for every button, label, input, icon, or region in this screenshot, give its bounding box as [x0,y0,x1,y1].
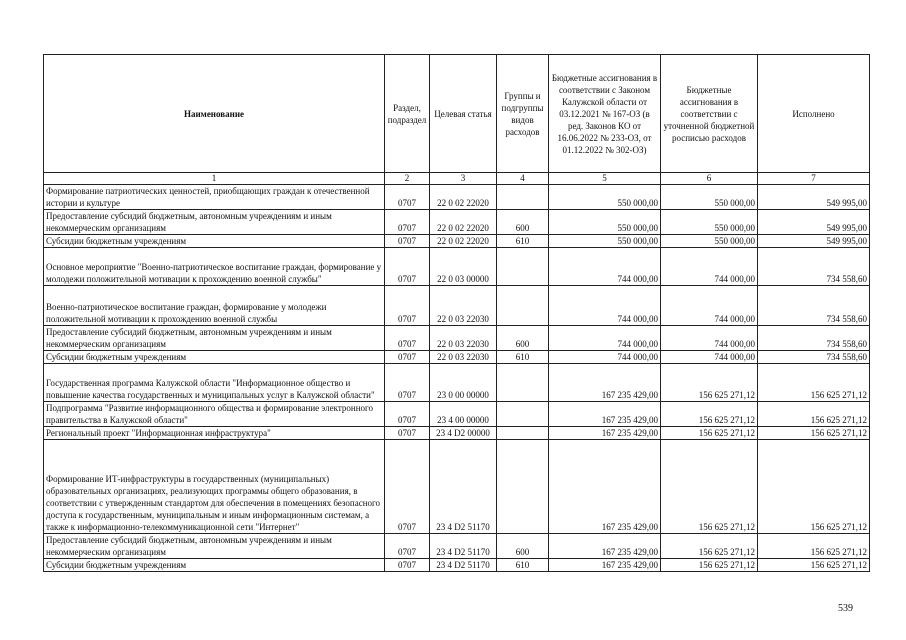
row-name: Субсидии бюджетным учреждениям [44,235,385,248]
row-group [497,440,549,534]
row-name: Субсидии бюджетным учреждениям [44,559,385,572]
row-law-amount: 167 235 429,00 [549,440,661,534]
table-row [44,440,870,534]
row-name: Субсидии бюджетным учреждениям [44,351,385,364]
row-name: Государственная программа Калужской области "Информационное общество и повышение качества государственных и муниципальных услуг в Калужской области" [44,364,385,402]
row-law-amount: 550 000,00 [549,185,661,210]
row-article: 23 4 D2 51170 [430,559,497,572]
row-law-amount: 550 000,00 [549,235,661,248]
row-plan-amount: 156 625 271,12 [661,440,758,534]
row-article: 23 4 D2 51170 [430,534,497,559]
row-group: 600 [497,326,549,351]
page-number: 539 [838,603,853,614]
row-article: 23 4 D2 51170 [430,440,497,534]
row-section: 0707 [385,248,430,286]
row-plan-amount: 156 625 271,12 [661,364,758,402]
header-target-article: Целевая статья [430,55,497,173]
row-group: 610 [497,235,549,248]
column-number: 2 [385,173,430,185]
row-article: 23 0 00 00000 [430,364,497,402]
row-group [497,286,549,326]
column-number: 4 [497,173,549,185]
row-plan-amount: 744 000,00 [661,248,758,286]
row-plan-amount: 156 625 271,12 [661,427,758,440]
table-row [44,286,870,326]
row-group: 600 [497,534,549,559]
column-number: 6 [661,173,758,185]
row-executed-amount: 734 558,60 [758,351,870,364]
row-executed-amount: 549 995,00 [758,185,870,210]
row-law-amount: 167 235 429,00 [549,427,661,440]
row-name: Подпрограмма "Развитие информационного общества и формирование электронного правительства в Калужской области" [44,402,385,427]
header-executed: Исполнено [758,55,870,173]
row-section: 0707 [385,402,430,427]
row-article: 22 0 03 00000 [430,248,497,286]
header-name: Наименование [44,55,385,173]
row-name: Военно-патриотическое воспитание граждан, формирование у молодежи положительной мотивации к прохождению военной службы [44,286,385,326]
row-name: Предоставление субсидий бюджетным, автономным учреждениям и иным некоммерческим организациям [44,326,385,351]
row-executed-amount: 156 625 271,12 [758,427,870,440]
row-section: 0707 [385,351,430,364]
row-section: 0707 [385,210,430,235]
row-section: 0707 [385,534,430,559]
table-row [44,402,870,427]
row-section: 0707 [385,427,430,440]
table-row [44,364,870,402]
row-name: Региональный проект "Информационная инфраструктура" [44,427,385,440]
table-row [44,248,870,286]
row-executed-amount: 549 995,00 [758,235,870,248]
row-group [497,185,549,210]
row-executed-amount: 156 625 271,12 [758,534,870,559]
row-group [497,364,549,402]
header-expense-group: Группы и подгруппы видов расходов [497,55,549,173]
row-group: 610 [497,351,549,364]
row-executed-amount: 734 558,60 [758,248,870,286]
row-plan-amount: 156 625 271,12 [661,402,758,427]
row-law-amount: 744 000,00 [549,286,661,326]
row-name: Формирование патриотических ценностей, приобщающих граждан к отечественной истории и культуре [44,185,385,210]
row-plan-amount: 744 000,00 [661,326,758,351]
header-section: Раздел, подраздел [385,55,430,173]
row-executed-amount: 156 625 271,12 [758,364,870,402]
row-law-amount: 167 235 429,00 [549,402,661,427]
row-article: 22 0 03 22030 [430,351,497,364]
column-number: 5 [549,173,661,185]
row-plan-amount: 550 000,00 [661,235,758,248]
header-law-allocation: Бюджетные ассигнования в соответствии с Законом Калужской области от 03.12.2021 № 167-ОЗ (в ред. Законов КО от 16.06.2022 № 233-ОЗ, от 01.12.2022 № 302-ОЗ) [549,55,661,173]
row-executed-amount: 549 995,00 [758,210,870,235]
header-row [44,55,870,173]
column-number: 1 [44,173,385,185]
row-group: 600 [497,210,549,235]
row-article: 22 0 02 22020 [430,235,497,248]
row-name: Формирование ИТ-инфраструктуры в государственных (муниципальных) образовательных организациях, реализующих программы общего образования, в соответствии с утвержденным стандартом для обеспечения в помещениях безопасного доступа к государственным, муниципальным и иным информационным системам, а также к информационно-телекоммуникационной сети "Интернет" [44,440,385,534]
row-section: 0707 [385,559,430,572]
row-law-amount: 167 235 429,00 [549,364,661,402]
column-number: 3 [430,173,497,185]
row-plan-amount: 744 000,00 [661,351,758,364]
row-executed-amount: 734 558,60 [758,326,870,351]
row-article: 22 0 02 22020 [430,210,497,235]
row-name: Предоставление субсидий бюджетным, автономным учреждениям и иным некоммерческим организациям [44,210,385,235]
budget-table [43,54,870,572]
column-number-row [44,173,870,185]
row-executed-amount: 156 625 271,12 [758,440,870,534]
row-law-amount: 744 000,00 [549,326,661,351]
table-row [44,235,870,248]
row-law-amount: 744 000,00 [549,351,661,364]
row-article: 22 0 03 22030 [430,326,497,351]
row-plan-amount: 156 625 271,12 [661,534,758,559]
header-budget-schedule: Бюджетные ассигнования в соответствии с уточненной бюджетной росписью расходов [661,55,758,173]
row-name: Основное мероприятие "Военно-патриотическое воспитание граждан, формирование у молодежи положительной мотивации к прохождению военной службы" [44,248,385,286]
row-plan-amount: 156 625 271,12 [661,559,758,572]
table-row [44,185,870,210]
row-section: 0707 [385,326,430,351]
row-plan-amount: 744 000,00 [661,286,758,326]
row-executed-amount: 156 625 271,12 [758,402,870,427]
table-row [44,427,870,440]
row-article: 22 0 02 22020 [430,185,497,210]
table-row [44,210,870,235]
row-article: 23 4 D2 00000 [430,427,497,440]
row-plan-amount: 550 000,00 [661,210,758,235]
row-section: 0707 [385,364,430,402]
row-section: 0707 [385,286,430,326]
column-number: 7 [758,173,870,185]
table-row [44,326,870,351]
row-section: 0707 [385,235,430,248]
row-law-amount: 167 235 429,00 [549,559,661,572]
table-row [44,559,870,572]
row-law-amount: 167 235 429,00 [549,534,661,559]
row-group [497,427,549,440]
row-executed-amount: 734 558,60 [758,286,870,326]
row-article: 23 4 00 00000 [430,402,497,427]
row-group [497,402,549,427]
row-section: 0707 [385,185,430,210]
row-name: Предоставление субсидий бюджетным, автономным учреждениям и иным некоммерческим организациям [44,534,385,559]
row-executed-amount: 156 625 271,12 [758,559,870,572]
row-group [497,248,549,286]
table-row [44,351,870,364]
row-law-amount: 744 000,00 [549,248,661,286]
row-section: 0707 [385,440,430,534]
row-law-amount: 550 000,00 [549,210,661,235]
row-group: 610 [497,559,549,572]
row-plan-amount: 550 000,00 [661,185,758,210]
row-article: 22 0 03 22030 [430,286,497,326]
table-row [44,534,870,559]
